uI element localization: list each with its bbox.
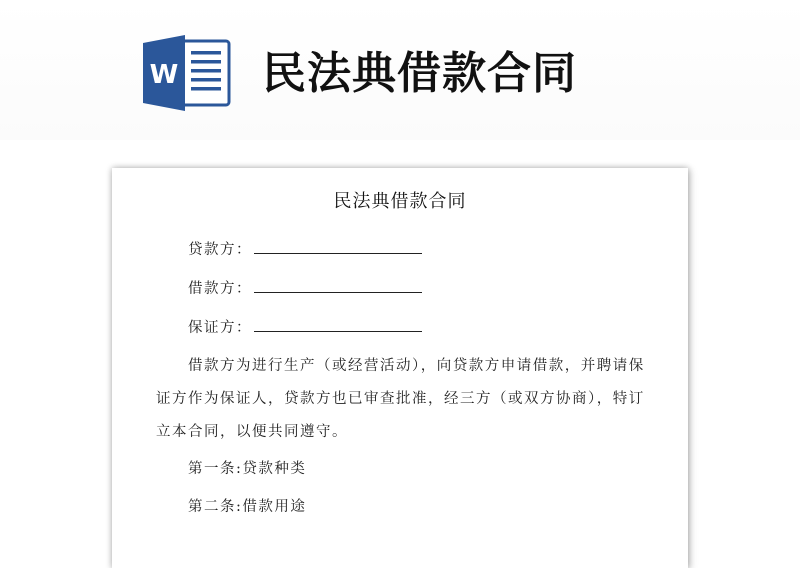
borrower-label: 借款方：: [188, 281, 252, 297]
paragraph-line: 立本合同，以便共同遵守。: [156, 424, 348, 440]
paragraph-line: 借款方为进行生产（或经营活动），向贷款方申请借款，并聘请保: [188, 358, 645, 374]
clause-2: 第二条:借款用途: [188, 499, 307, 515]
banner-title: 民法典借款合同: [262, 48, 577, 99]
clause-1: 第一条:贷款种类: [188, 461, 307, 477]
guarantor-blank: [254, 317, 422, 332]
guarantor-label: 保证方：: [188, 320, 252, 336]
word-icon-letter: W: [149, 60, 179, 90]
lender-field: [188, 238, 422, 259]
borrower-blank: [254, 278, 422, 293]
word-document-icon: [141, 35, 231, 111]
document-page: [112, 168, 688, 568]
lender-blank: [254, 239, 422, 254]
lender-label: 贷款方：: [188, 242, 252, 258]
banner: [0, 0, 800, 140]
borrower-field: [188, 277, 422, 298]
document-heading: 民法典借款合同: [333, 191, 467, 212]
paragraph-line: 证方作为保证人，贷款方也已审查批准，经三方（或双方协商），特订: [156, 391, 645, 407]
guarantor-field: [188, 316, 422, 337]
